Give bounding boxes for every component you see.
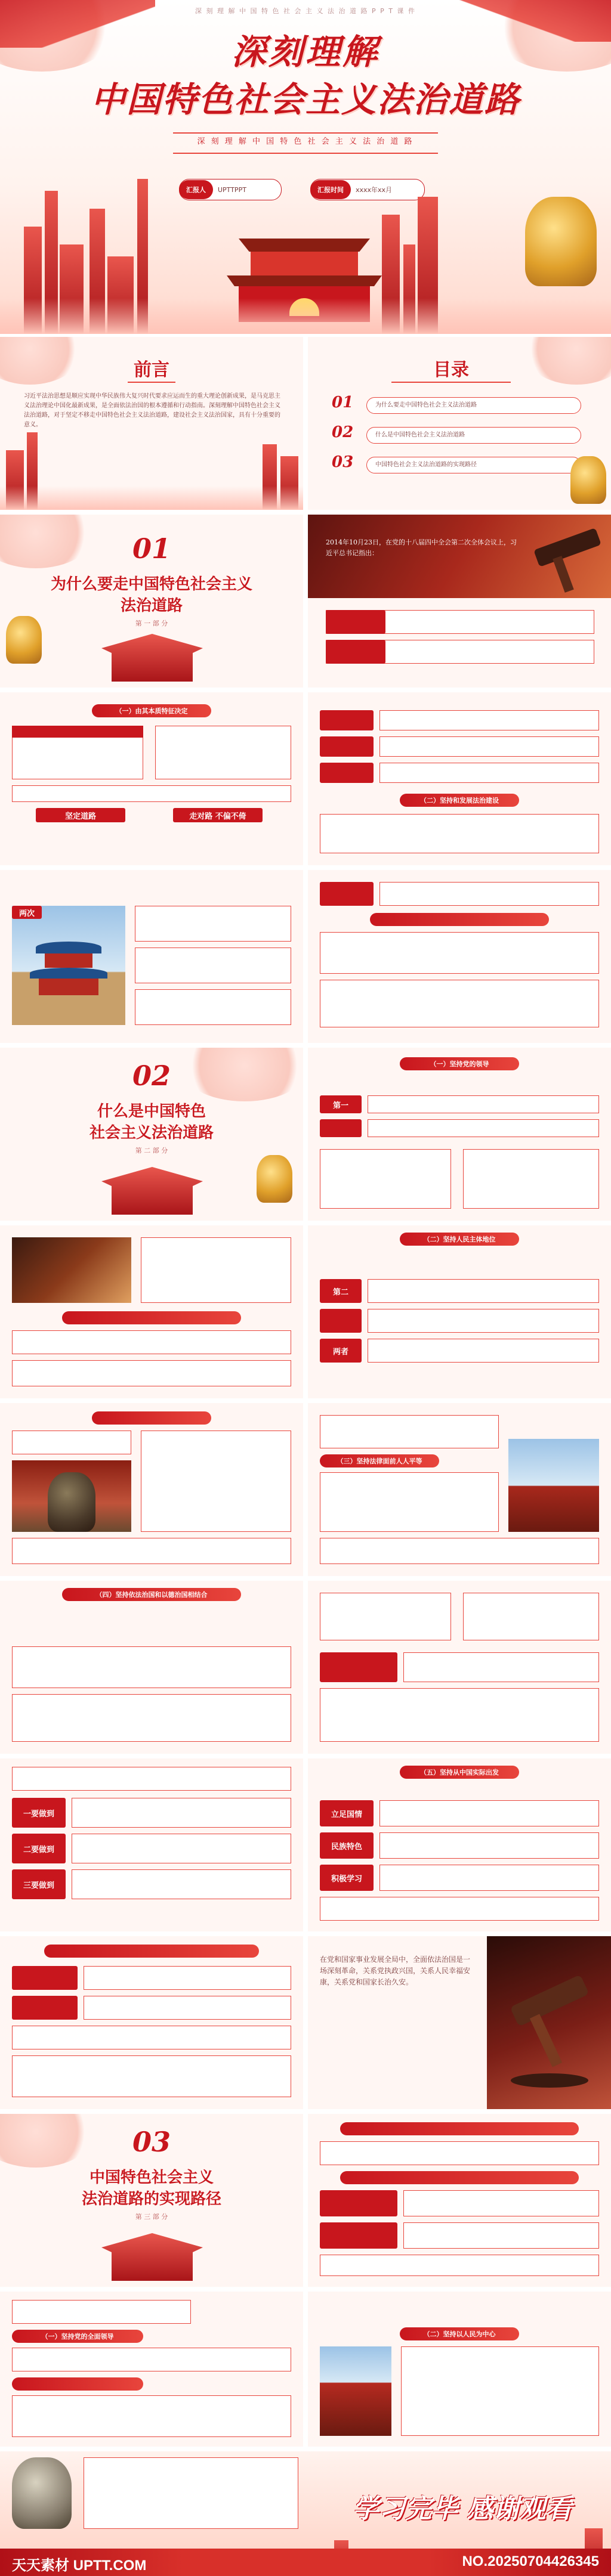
p2-section4-slide <box>0 1581 303 1754</box>
tag-ethnic: 民族特色 <box>320 1832 374 1859</box>
part3-slide <box>0 2114 303 2287</box>
tag-must-1: 一要做到 <box>12 1798 66 1828</box>
p2-section4b-slide <box>308 1581 611 1754</box>
p2-summary-slide <box>0 1936 303 2109</box>
p1-section1-heading: （一）由其本质特征决定 <box>92 704 211 717</box>
tag-learn: 积极学习 <box>320 1865 374 1891</box>
p1-section2-slide <box>0 870 303 1043</box>
part1-title-line2: 法治道路 <box>120 597 183 615</box>
preface-slide <box>0 337 303 510</box>
cover-title-line2: 中国特色社会主义法治道路 <box>90 79 520 120</box>
cover-subtitle: 深 刻 理 解 中 国 特 色 社 会 主 义 法 治 道 路 <box>197 137 414 146</box>
p3-section1-slide <box>0 2292 303 2447</box>
gavel-text: 在党和国家事业发展全局中，全面依法治国是一场深刻革命，关系党执政兴国，关系人民幸福安康，关系党和国家长治久安。 <box>320 1955 471 1987</box>
part2-number: 02 <box>132 1060 171 1092</box>
toc-title: 目录 <box>433 360 469 380</box>
ending-slide <box>0 2451 611 2576</box>
quote-slide <box>308 515 611 688</box>
tag-right-road: 走对路 不偏不倚 <box>173 808 263 822</box>
p2-section1-heading: （一）坚持党的领导 <box>400 1057 519 1070</box>
part2-title-line2: 社会主义法治道路 <box>89 1124 214 1142</box>
cover-slide <box>0 0 611 334</box>
temple-photo <box>12 906 125 1025</box>
time-label: 汇报时间 <box>310 180 351 199</box>
part2-slide <box>0 1048 303 1221</box>
cover-title-line1: 深刻理解 <box>231 32 379 72</box>
p2-section1-slide <box>308 1048 611 1221</box>
p2-photo-slide <box>0 1225 303 1398</box>
p2-section3-heading: （三）坚持法律面前人人平等 <box>320 1454 439 1467</box>
toc-item-1[interactable]: 01 为什么要走中国特色社会主义法治道路 <box>332 394 582 423</box>
tag-two: 两次 <box>12 906 42 919</box>
lion-icon <box>525 197 597 286</box>
tag-must-3: 三要做到 <box>12 1869 66 1899</box>
part1-slide <box>0 515 303 688</box>
part1-title-line1: 为什么要走中国特色社会主义 <box>50 575 252 593</box>
gavel-photo-2 <box>487 1936 611 2109</box>
footer-bar <box>0 2549 611 2576</box>
part1-number: 01 <box>132 532 171 565</box>
p3-section2-heading: （二）坚持以人民为中心 <box>400 2327 519 2340</box>
part2-title-line1: 什么是中国特色 <box>97 1103 206 1120</box>
gavel-slide <box>308 1936 611 2109</box>
part3-title-line1: 中国特色社会主义 <box>89 2169 214 2187</box>
p3-section2-slide <box>308 2292 611 2447</box>
toc-slide <box>308 337 611 510</box>
p2-section3-slide <box>308 1403 611 1576</box>
toc-item-3[interactable]: 03 中国特色社会主义法治道路的实现路径 <box>332 453 582 483</box>
tag-firm-road: 坚定道路 <box>36 808 125 822</box>
footer-logo: 天天素材 UPTT.COM <box>12 2558 147 2574</box>
quote-text: 2014年10月23日，在党的十八届四中全会第二次全体会议上，习近平总书记指出： <box>326 538 517 557</box>
ending-text: 学习完毕 感谢观看 <box>353 2494 572 2524</box>
part3-number: 03 <box>132 2126 171 2158</box>
part2-label: 第 二 部 分 <box>135 1147 168 1154</box>
reporter-pill <box>179 179 282 200</box>
p2-section4-heading: （四）坚持依法治国和以德治国相结合 <box>62 1588 241 1601</box>
reporter-value: UPTTPPT <box>218 185 246 194</box>
p3-right-slide <box>308 2114 611 2287</box>
part3-label: 第 三 部 分 <box>135 2213 168 2221</box>
toc-list <box>332 394 582 483</box>
p1-section2-heading: （二）坚持和发展法治建设 <box>400 794 519 807</box>
p2-lion-slide <box>0 1403 303 1576</box>
preface-text: 习近平法治思想是顺应实现中华民族伟大复兴时代要求应运而生的重大理论创新成果，是马克思主义法治理论中国化最新成果，是全面依法治国的根本遵循和行动指南。深刻理解中国特色社会主义法治道路，对于坚定不移走中国特色社会主义法治道路，建设社会主义法治国家，具有十分重要的意义。 <box>24 393 280 428</box>
p2-section5-slide <box>308 1758 611 1931</box>
p3-section1-heading: （一）坚持党的全面领导 <box>12 2330 143 2343</box>
tag-must-2: 二要做到 <box>12 1834 66 1863</box>
tag-national: 立足国情 <box>320 1800 374 1826</box>
toc-item-2[interactable]: 02 什么是中国特色社会主义法治道路 <box>332 423 582 453</box>
header-note: 深 刻 理 解 中 国 特 色 社 会 主 义 法 治 道 路 P P T 课 件 <box>195 7 416 15</box>
title-underline <box>173 132 438 134</box>
p2-section2-heading: （二）坚持人民主体地位 <box>400 1233 519 1246</box>
p1-section1-slide <box>0 692 303 865</box>
p2-section5-heading: （五）坚持从中国实际出发 <box>400 1766 519 1779</box>
footer-code: NO.20250704426345 <box>462 2553 599 2569</box>
part3-title-line2: 法治道路的实现路径 <box>81 2190 221 2208</box>
reporter-label: 汇报人 <box>179 180 213 199</box>
part1-label: 第 一 部 分 <box>135 620 168 627</box>
time-pill <box>310 179 425 200</box>
tag-first: 第一 <box>320 1095 362 1113</box>
p1-section1b-slide <box>308 692 611 865</box>
preface-title: 前言 <box>134 360 169 380</box>
time-value: xxxx年xx月 <box>356 186 393 194</box>
tag-both: 两者 <box>320 1339 362 1363</box>
p1-section2b-slide <box>308 870 611 1043</box>
tag-second: 第二 <box>320 1279 362 1303</box>
p2-section4c-slide <box>0 1758 303 1931</box>
p2-section2-slide <box>308 1225 611 1398</box>
